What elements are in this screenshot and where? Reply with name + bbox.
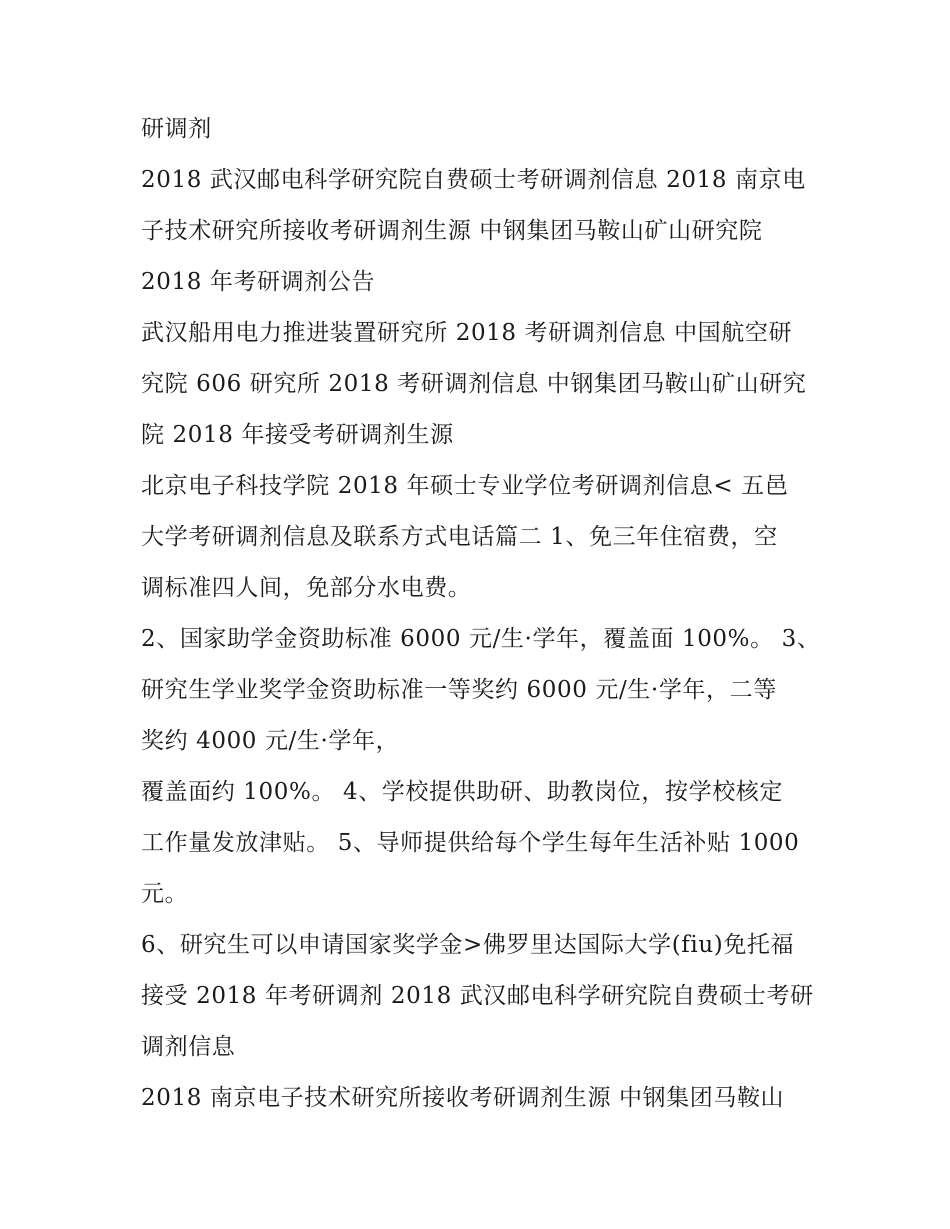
text-line: 工作量发放津贴。 5、导师提供给每个学生每年生活补贴 1000 <box>141 830 800 856</box>
text-line: 子技术研究所接收考研调剂生源 中钢集团马鞍山矿山研究院 <box>141 218 763 244</box>
text-line: 大学考研调剂信息及联系方式电话篇二 1、免三年住宿费，空 <box>141 524 778 550</box>
text-line: 2、国家助学金资助标准 6000 元/生·学年，覆盖面 100%。 3、 <box>141 626 821 652</box>
text-line: 2018 武汉邮电科学研究院自费硕士考研调剂信息 2018 南京电 <box>141 167 806 193</box>
text-line: 院 2018 年接受考研调剂生源 <box>141 422 454 448</box>
text-line: 2018 年考研调剂公告 <box>141 269 376 295</box>
text-line: 武汉船用电力推进装置研究所 2018 考研调剂信息 中国航空研 <box>141 320 793 346</box>
text-line: 元。 <box>141 881 189 907</box>
text-line: 调剂信息 <box>141 1034 236 1060</box>
text-line: 研调剂 <box>141 116 212 142</box>
text-line: 接受 2018 年考研调剂 2018 武汉邮电科学研究院自费硕士考研 <box>141 983 814 1009</box>
text-line: 研究生学业奖学金资助标准一等奖约 6000 元/生·学年，二等 <box>141 677 777 703</box>
text-line: 6、研究生可以申请国家奖学金>佛罗里达国际大学(fiu)免托福 <box>141 932 795 958</box>
text-line: 覆盖面约 100%。 4、学校提供助研、助教岗位，按学校核定 <box>141 779 784 805</box>
text-line: 调标准四人间，免部分水电费。 <box>141 575 472 601</box>
text-line: 北京电子科技学院 2018 年硕士专业学位考研调剂信息< 五邑 <box>141 473 789 499</box>
text-line: 奖约 4000 元/生·学年， <box>141 728 400 754</box>
text-line: 2018 南京电子技术研究所接收考研调剂生源 中钢集团马鞍山 <box>141 1085 785 1111</box>
text-line: 究院 606 研究所 2018 考研调剂信息 中钢集团马鞍山矿山研究 <box>141 371 807 397</box>
